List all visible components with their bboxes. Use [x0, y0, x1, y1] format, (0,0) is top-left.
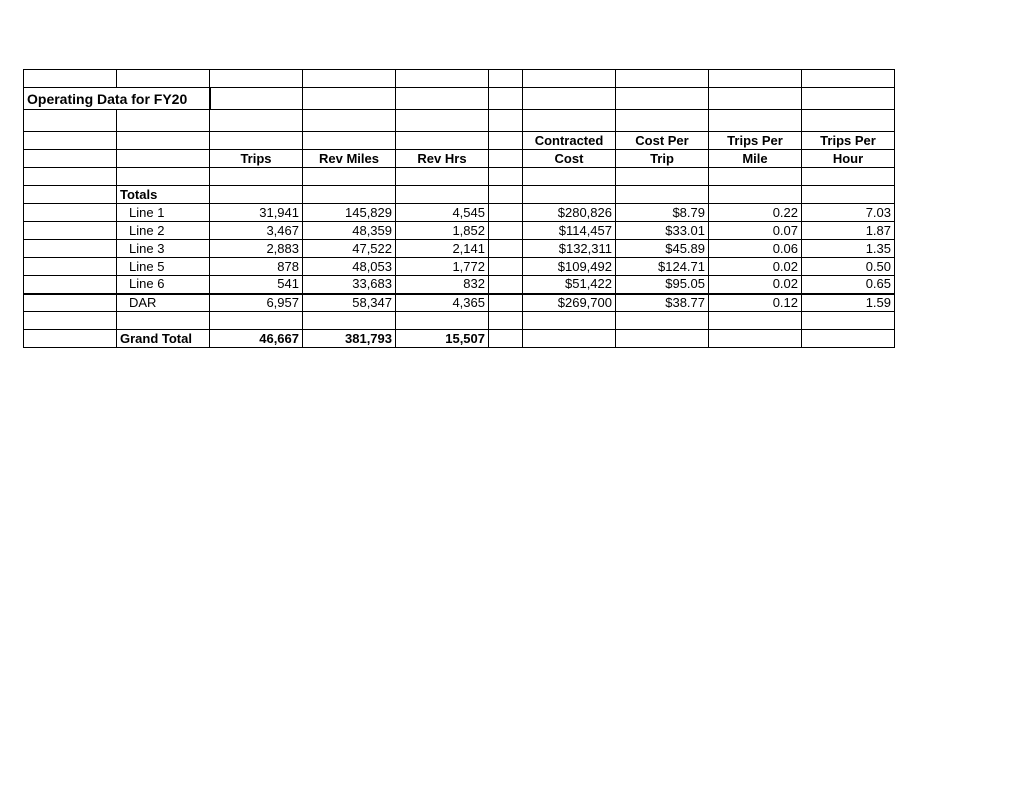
cell-cost-per-trip: $124.71 — [616, 258, 709, 276]
cell-rev-miles: 58,347 — [303, 294, 396, 312]
column-header: Mile — [709, 150, 802, 168]
cell-rev-hrs: 832 — [396, 276, 489, 294]
column-header: Contracted — [523, 132, 616, 150]
row-label: Line 1 — [117, 204, 210, 222]
grand-total-rev-miles: 381,793 — [303, 330, 396, 348]
column-header — [303, 132, 396, 150]
cell-trips-per-hour: 1.59 — [802, 294, 895, 312]
cell-rev-miles: 48,359 — [303, 222, 396, 240]
table-row — [24, 222, 895, 240]
cell-contracted-cost: $109,492 — [523, 258, 616, 276]
column-header: Trip — [616, 150, 709, 168]
row-label: Line 5 — [117, 258, 210, 276]
blank-row — [24, 110, 895, 132]
column-header: Cost — [523, 150, 616, 168]
cell-contracted-cost: $114,457 — [523, 222, 616, 240]
cell-rev-miles: 48,053 — [303, 258, 396, 276]
cell-rev-hrs: 1,772 — [396, 258, 489, 276]
header-row-1 — [24, 132, 895, 150]
cell-cost-per-trip: $95.05 — [616, 276, 709, 294]
cell-trips: 878 — [210, 258, 303, 276]
column-header: Trips Per — [709, 132, 802, 150]
column-header: Trips Per — [802, 132, 895, 150]
table-title: Operating Data for FY20 — [24, 88, 210, 110]
cell-trips: 541 — [210, 276, 303, 294]
cell-rev-miles: 47,522 — [303, 240, 396, 258]
table-row — [24, 204, 895, 222]
cell-rev-hrs: 4,545 — [396, 204, 489, 222]
cell-cost-per-trip: $8.79 — [616, 204, 709, 222]
blank-row — [24, 312, 895, 330]
row-label: DAR — [117, 294, 210, 312]
cell-trips-per-mile: 0.22 — [709, 204, 802, 222]
cell-trips-per-hour: 1.87 — [802, 222, 895, 240]
header-row-2 — [24, 150, 895, 168]
cell-contracted-cost: $269,700 — [523, 294, 616, 312]
data-rows — [24, 204, 895, 312]
grand-total-row — [24, 330, 895, 348]
row-label: Line 6 — [117, 276, 210, 294]
cell-rev-miles: 33,683 — [303, 276, 396, 294]
section-row — [24, 186, 895, 204]
column-header — [396, 132, 489, 150]
column-header: Rev Miles — [303, 150, 396, 168]
cell-trips-per-mile: 0.07 — [709, 222, 802, 240]
cell-cost-per-trip: $38.77 — [616, 294, 709, 312]
cell-trips-per-mile: 0.12 — [709, 294, 802, 312]
column-header: Hour — [802, 150, 895, 168]
cell-trips: 6,957 — [210, 294, 303, 312]
column-header — [210, 132, 303, 150]
cell-rev-hrs: 4,365 — [396, 294, 489, 312]
row-label: Line 3 — [117, 240, 210, 258]
cell-trips: 3,467 — [210, 222, 303, 240]
cell-trips-per-mile: 0.02 — [709, 276, 802, 294]
column-header: Trips — [210, 150, 303, 168]
table-row — [24, 276, 895, 294]
cell-trips: 2,883 — [210, 240, 303, 258]
table-row — [24, 294, 895, 312]
cell-contracted-cost: $51,422 — [523, 276, 616, 294]
cell-cost-per-trip: $33.01 — [616, 222, 709, 240]
column-header: Cost Per — [616, 132, 709, 150]
section-label: Totals — [117, 186, 210, 204]
cell-trips-per-mile: 0.06 — [709, 240, 802, 258]
column-header: Rev Hrs — [396, 150, 489, 168]
row-label: Line 2 — [117, 222, 210, 240]
blank-row — [24, 168, 895, 186]
grand-total-trips: 46,667 — [210, 330, 303, 348]
cell-rev-hrs: 1,852 — [396, 222, 489, 240]
cell-trips-per-hour: 0.50 — [802, 258, 895, 276]
table-row — [24, 240, 895, 258]
grand-total-rev-hrs: 15,507 — [396, 330, 489, 348]
cell-rev-miles: 145,829 — [303, 204, 396, 222]
cell-cost-per-trip: $45.89 — [616, 240, 709, 258]
operating-data-table — [23, 69, 895, 348]
title-row — [24, 88, 895, 110]
cell-contracted-cost: $132,311 — [523, 240, 616, 258]
grand-total-label: Grand Total — [117, 330, 210, 348]
cell-contracted-cost: $280,826 — [523, 204, 616, 222]
cell-trips-per-hour: 7.03 — [802, 204, 895, 222]
blank-row — [24, 70, 895, 88]
cell-rev-hrs: 2,141 — [396, 240, 489, 258]
cell-trips: 31,941 — [210, 204, 303, 222]
cell-trips-per-hour: 1.35 — [802, 240, 895, 258]
cell-trips-per-mile: 0.02 — [709, 258, 802, 276]
table-row — [24, 258, 895, 276]
cell-trips-per-hour: 0.65 — [802, 276, 895, 294]
